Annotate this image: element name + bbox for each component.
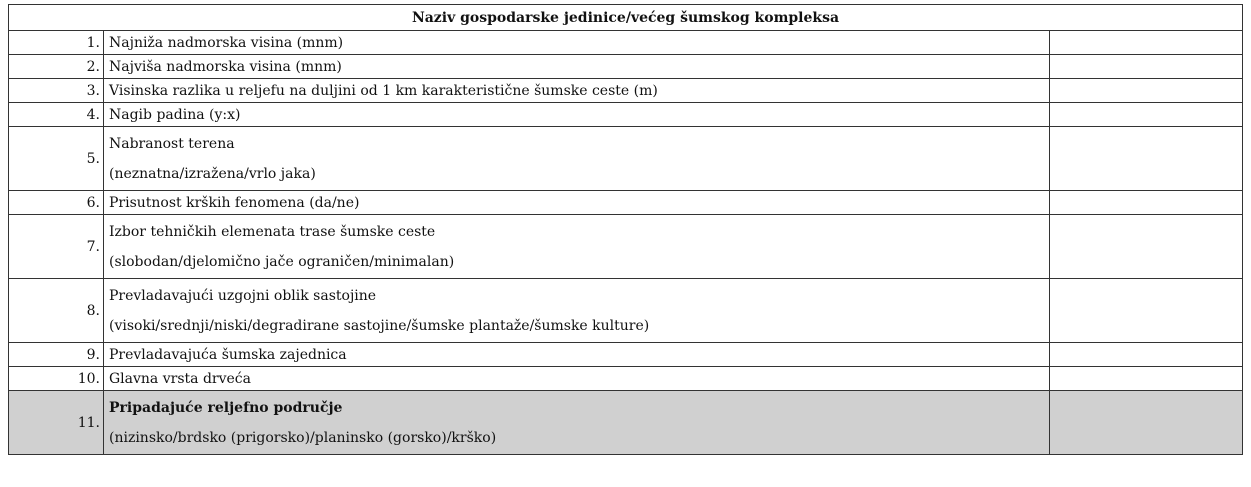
row-description xyxy=(104,103,1050,127)
row-description xyxy=(104,367,1050,391)
table-row xyxy=(9,279,1243,343)
table-row xyxy=(9,103,1243,127)
row-value-cell[interactable] xyxy=(1050,279,1243,343)
row-description xyxy=(104,79,1050,103)
row-number: 4. xyxy=(9,103,104,127)
row-description xyxy=(104,191,1050,215)
row-label: Nabranost terena xyxy=(109,135,235,152)
row-value-cell[interactable] xyxy=(1050,391,1243,455)
row-label: Pripadajuće reljefno područje xyxy=(109,399,343,416)
table-row xyxy=(9,343,1243,367)
row-number: 10. xyxy=(9,367,104,391)
row-options: (slobodan/djelomično jače ograničen/minimalan) xyxy=(109,253,455,270)
table-row xyxy=(9,79,1243,103)
table-header-row xyxy=(9,5,1243,31)
row-number: 3. xyxy=(9,79,104,103)
table-row xyxy=(9,367,1243,391)
row-value-cell[interactable] xyxy=(1050,79,1243,103)
row-value-cell[interactable] xyxy=(1050,215,1243,279)
row-number: 11. xyxy=(9,391,104,455)
row-options: (neznatna/izražena/vrlo jaka) xyxy=(109,165,316,182)
row-label: Najniža nadmorska visina (mnm) xyxy=(109,34,344,51)
row-value-cell[interactable] xyxy=(1050,31,1243,55)
row-label: Visinska razlika u reljefu na duljini od 1 km karakteristične šumske ceste (m) xyxy=(109,82,658,99)
row-description xyxy=(104,127,1050,191)
row-options: (nizinsko/brdsko (prigorsko)/planinsko (gorsko)/krško) xyxy=(109,429,497,446)
row-number: 8. xyxy=(9,279,104,343)
row-description xyxy=(104,391,1050,455)
row-value-cell[interactable] xyxy=(1050,343,1243,367)
row-value-cell[interactable] xyxy=(1050,127,1243,191)
row-number: 1. xyxy=(9,31,104,55)
row-value-cell[interactable] xyxy=(1050,367,1243,391)
row-number: 6. xyxy=(9,191,104,215)
table-row xyxy=(9,215,1243,279)
row-label: Prevladavajući uzgojni oblik sastojine xyxy=(109,287,377,304)
table-row xyxy=(9,391,1243,455)
row-label: Prevladavajuća šumska zajednica xyxy=(109,346,347,363)
row-number: 7. xyxy=(9,215,104,279)
table-row xyxy=(9,31,1243,55)
row-description xyxy=(104,215,1050,279)
row-value-cell[interactable] xyxy=(1050,55,1243,79)
row-description xyxy=(104,55,1050,79)
row-number: 5. xyxy=(9,127,104,191)
row-description xyxy=(104,31,1050,55)
row-number: 9. xyxy=(9,343,104,367)
row-description xyxy=(104,279,1050,343)
table-row xyxy=(9,55,1243,79)
row-label: Izbor tehničkih elemenata trase šumske ceste xyxy=(109,223,436,240)
row-number: 2. xyxy=(9,55,104,79)
row-value-cell[interactable] xyxy=(1050,191,1243,215)
table-title: Naziv gospodarske jedinice/većeg šumskog kompleksa xyxy=(9,5,1243,31)
row-label: Glavna vrsta drveća xyxy=(109,370,251,387)
row-description xyxy=(104,343,1050,367)
row-label: Najviša nadmorska visina (mnm) xyxy=(109,58,342,75)
row-options: (visoki/srednji/niski/degradirane sastojine/šumske plantaže/šumske kulture) xyxy=(109,317,650,334)
forest-unit-table xyxy=(8,4,1243,455)
table-row xyxy=(9,127,1243,191)
table-row xyxy=(9,191,1243,215)
row-label: Nagib padina (y:x) xyxy=(109,106,241,123)
row-value-cell[interactable] xyxy=(1050,103,1243,127)
row-label: Prisutnost krških fenomena (da/ne) xyxy=(109,194,360,211)
